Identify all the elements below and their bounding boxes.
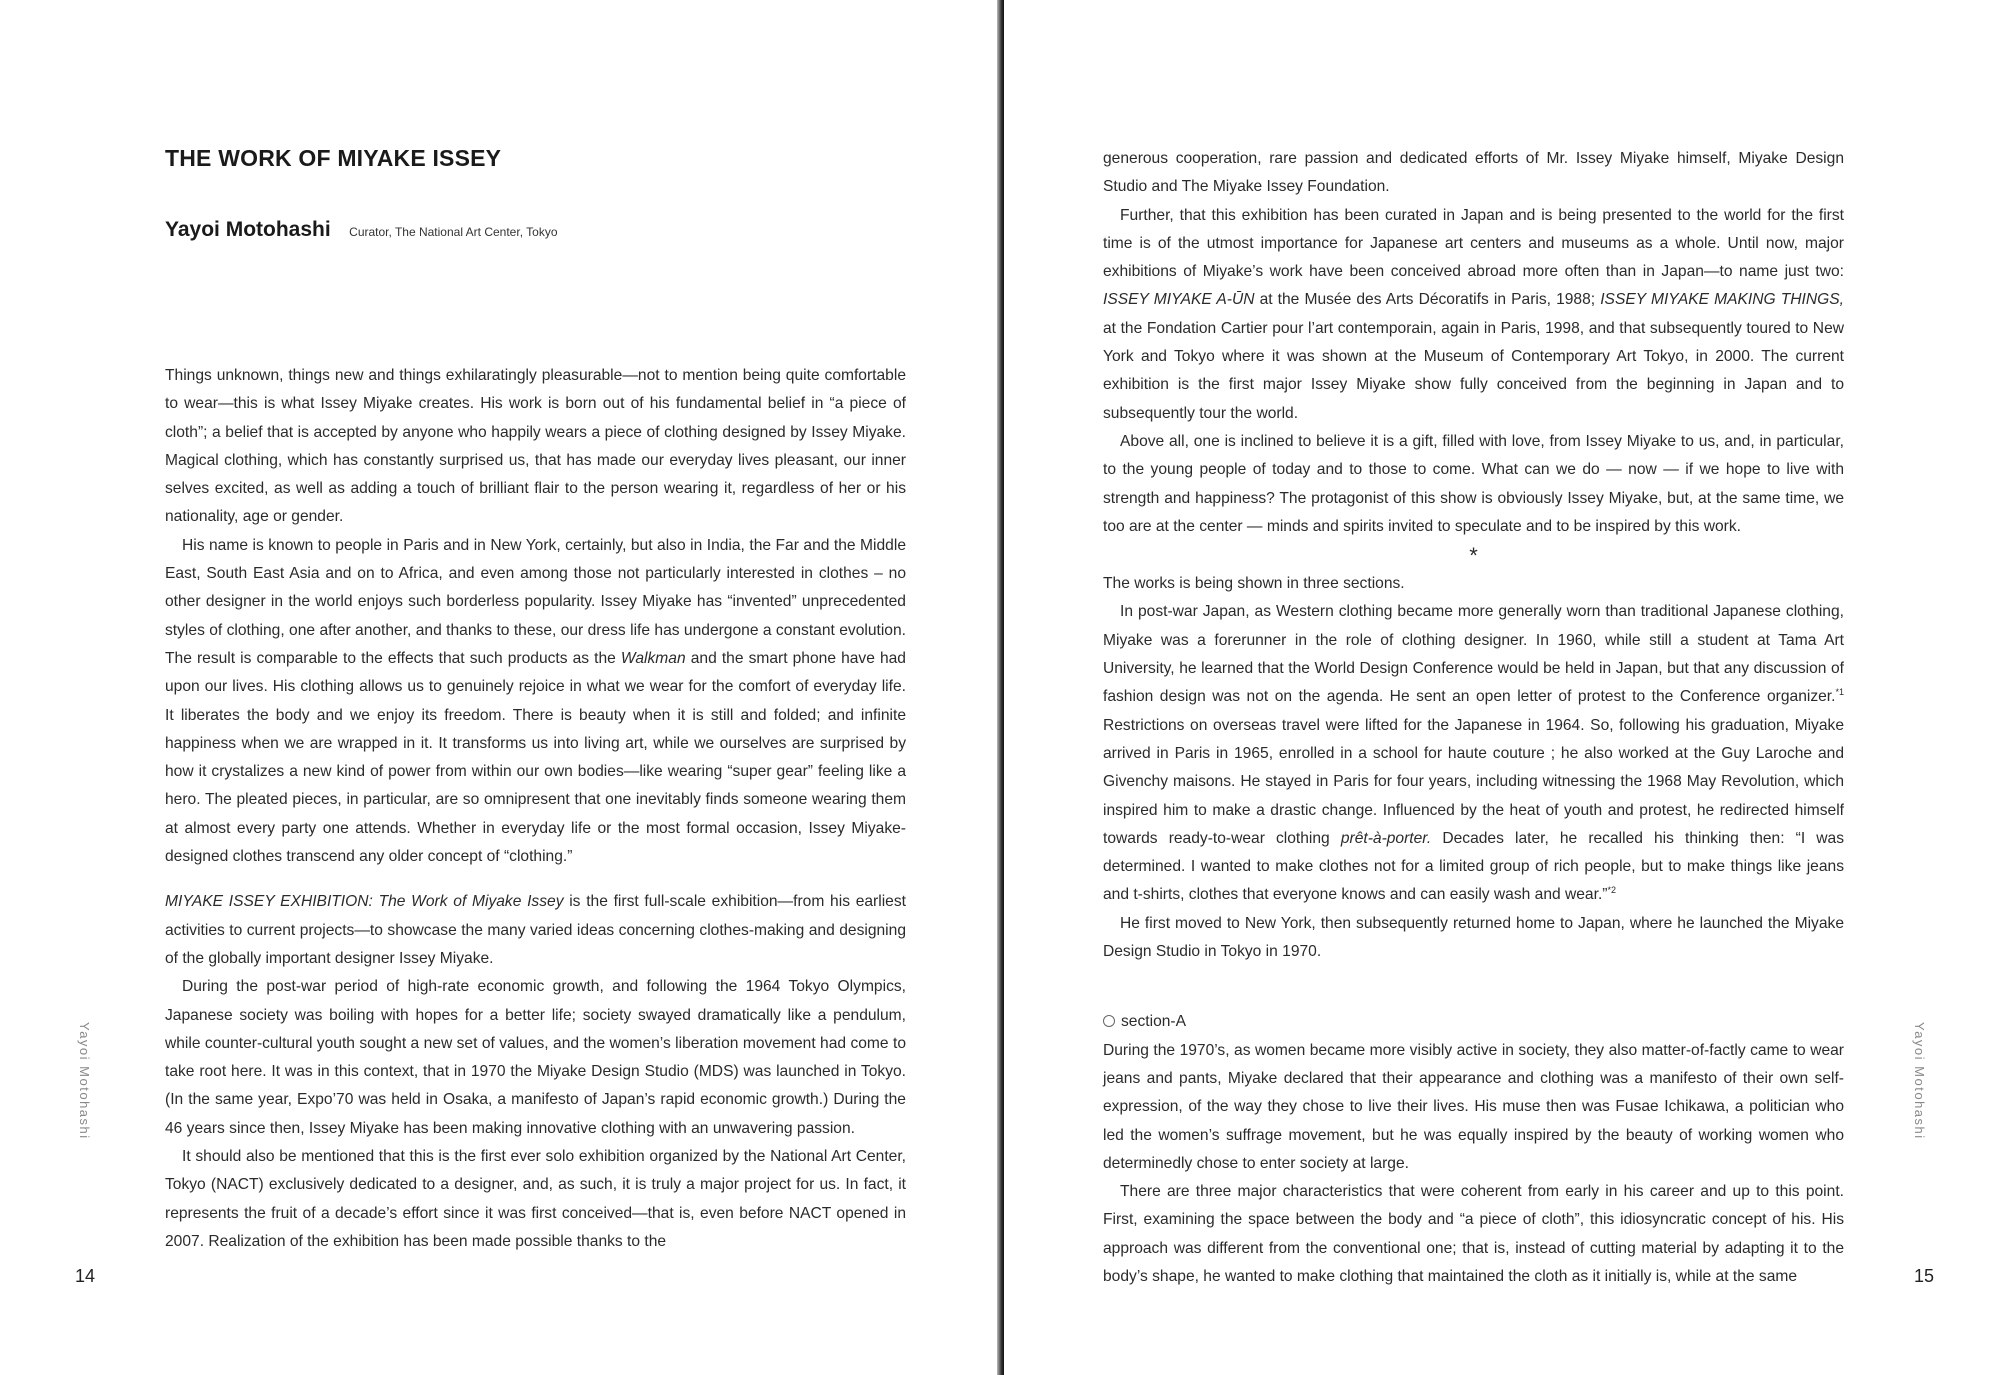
text-run: In post-war Japan, as Western clothing became more generally worn than traditional Japanese clothing, Miyake was a forerunner in the role of clothing designer. In 1960, while still a student at Tama Art University, he learned that the World Design Conference would be held in Japan, but that any discussion of fashion design was not on the agenda. He sent an open letter of protest to the Conference organizer.	[1103, 603, 1844, 706]
paragraph: He first moved to New York, then subsequently returned home to Japan, where he launched the Miyake Design Studio in Tokyo in 1970.	[1103, 914, 1844, 961]
section-label: section-A	[1121, 1013, 1187, 1031]
author-name: Yayoi Motohashi	[165, 218, 331, 241]
text-run: and the smart phone have had upon our lives. His clothing allows us to genuinely rejoice in what we wear for the comfort of everyday life. It liberates the body and we enjoy its freedom. There is beauty when it is still and folded; and infinite happiness when we are wrapped in it. It transforms us into living art, while we ourselves are surprised by how it crystalizes a new kind of power from within our own bodies—like wearing “super gear” feeling like a hero. The pleated pieces, in particular, are so omnipresent that one inevitably finds someone wearing them at almost every party one attends. Whether in everyday life or the most formal occasion, Issey Miyake-designed clothes transcend any older concept of “clothing.”	[165, 649, 906, 866]
page-number: 15	[1914, 1266, 1935, 1286]
section-heading	[1103, 1008, 1844, 1036]
author-line	[165, 218, 558, 242]
italic-text: ISSEY MIYAKE A-ŪN	[1103, 291, 1255, 309]
footnote-marker: *1	[1835, 687, 1844, 698]
italic-text: Walkman	[620, 649, 686, 667]
italic-text: ISSEY MIYAKE MAKING THINGS,	[1600, 291, 1845, 309]
text-run: at the Fondation Cartier pour l’art contemporain, again in Paris, 1998, and that subsequently toured to New York and Tokyo where it was shown at the Museum of Contemporary Art Tokyo, in 2000. The current exhibition is the first major Issey Miyake show fully conceived from the beginning in Japan and to subsequently tour the world.	[1103, 319, 1844, 422]
paragraph: generous cooperation, rare passion and dedicated efforts of Mr. Issey Miyake himself, Miyake Design Studio and The Miyake Issey Foundation.	[1103, 150, 1844, 196]
paragraph	[165, 888, 906, 973]
text-run: is the first full-scale exhibition—from his earliest activities to current projects—to showcase the many varied ideas concerning clothes-making and designing of the globally important designer Issey Miyake.	[165, 893, 906, 967]
right-body	[1103, 145, 1844, 1291]
paragraph	[165, 532, 906, 872]
paragraph: It should also be mentioned that this is the first ever solo exhibition organized by the National Art Center, Tokyo (NACT) exclusively dedicated to a designer, and, as such, it is truly a major project for us. In fact, it represents the fruit of a decade’s effort since it was first conceived—that is, even before NACT opened in 2007. Realization of the exhibition has been made possible thanks to the	[165, 1148, 906, 1250]
paragraph: Above all, one is inclined to believe it is a gift, filled with love, from Issey Miyake to us, and, in particular, to the young people of today and to those to come. What can we do — now — if we hope to live with strength and happiness? The protagonist of this show is obviously Issey Miyake, but, at the same time, we too are at the center — minds and spirits invited to speculate and to be inspired by this work.	[1103, 432, 1844, 535]
italic-text: prêt-à-porter.	[1340, 829, 1432, 847]
text-run: Decades later, he recalled his thinking then: “I was determined. I wanted to make clothes not for a limited group of rich people, but to make things like jeans and t-shirts, clothes that everyone knows and can easily wash and wear.”	[1103, 829, 1844, 904]
paragraph: During the 1970’s, as women became more visibly active in society, they also matter-of-factly came to wear jeans and pants, Miyake declared that their appearance and clothing was a manifesto of their own self-expression, of the way they chose to live their lives. His muse then was Fusae Ichikawa, a politician who led the women’s suffrage movement, but he was equally inspired by the beauty of working women who determinedly chose to enter society at large.	[1103, 1041, 1844, 1172]
page-number: 14	[75, 1266, 96, 1286]
footnote-marker: *2	[1607, 885, 1616, 896]
text-run: Restrictions on overseas travel were lifted for the Japanese in 1964. So, following his graduation, Miyake arrived in Paris in 1965, enrolled in a school for haute couture ; he also worked at the Guy Laroche and Givenchy maisons. He stayed in Paris for four years, including witnessing the 1968 May Revolution, which inspired him to make a drastic change. Influenced by the heat of youth and protest, he redirected himself towards ready-to-wear clothing	[1103, 716, 1844, 847]
paragraph	[1103, 598, 1844, 909]
paragraph: During the post-war period of high-rate economic growth, and following the 1964 Tokyo Olympics, Japanese society was boiling with hopes for a better life; society swayed dramatically like a pendulum, while counter-cultural youth sought a new set of values, and the women’s liberation movement had come to take root here. It was in this context, that in 1970 the Miyake Design Studio (MDS) was launched in Tokyo. (In the same year, Expo’70 was held in Osaka, a manifesto of Japan’s rapid economic growth.) During the 46 years since then, Issey Miyake has been making innovative clothing with an unwavering passion.	[165, 978, 906, 1137]
running-head: Yayoi Motohashi	[1912, 1022, 1927, 1140]
paragraph: Things unknown, things new and things exhilaratingly pleasurable—not to mention being quite comfortable to wear—this is what Issey Miyake creates. His work is born out of his fundamental belief in “a piece of cloth”; a belief that is accepted by anyone who happily wears a piece of clothing designed by Issey Miyake. Magical clothing, which has constantly surprised us, that has made our everyday lives pleasant, our inner selves excited, as well as adding a touch of brilliant flair to the person wearing it, regardless of her or his nationality, age or gender.	[165, 367, 906, 526]
paragraph: The works is being shown in three sections.	[1103, 575, 1405, 593]
paragraph: There are three major characteristics that were coherent from early in his career and up to this point. First, examining the space between the body and “a piece of cloth”, this idiosyncratic concept of his. His approach was different from the conventional one; that is, instead of cutting material by adapting it to the body’s shape, he wanted to make clothing that maintained the cloth as it initially is, while at the same	[1103, 1183, 1844, 1285]
text-run: Further, that this exhibition has been curated in Japan and is being presented to the world for the first time is of the utmost importance for Japanese art centers and museums as a whole. Until now, major exhibitions of Miyake’s work have been conceived abroad more often than in Japan—to name just two:	[1103, 206, 1844, 281]
author-role: Curator, The National Art Center, Tokyo	[349, 225, 558, 239]
section-break-asterisk: *	[1469, 543, 1478, 569]
paragraph	[1103, 202, 1844, 428]
text-run: His name is known to people in Paris and in New York, certainly, but also in India, the Far and the Middle East, South East Asia and on to Africa, and even among those not particularly interested in clothes – no other designer in the world enjoys such borderless popularity. Issey Miyake has “invented” unprecedented styles of clothing, one after another, and thanks to these, our dress life has undergone a constant evolution. The result is comparable to the effects that such products as the	[165, 536, 906, 667]
text-run: at the Musée des Arts Décoratifs in Paris, 1988;	[1254, 291, 1601, 309]
left-body	[165, 362, 906, 1256]
exhibition-title: MIYAKE ISSEY EXHIBITION: The Work of Miyake Issey	[165, 893, 564, 911]
circle-icon	[1103, 1015, 1115, 1027]
article-title: THE WORK OF MIYAKE ISSEY	[165, 145, 502, 171]
running-head: Yayoi Motohashi	[77, 1022, 92, 1140]
